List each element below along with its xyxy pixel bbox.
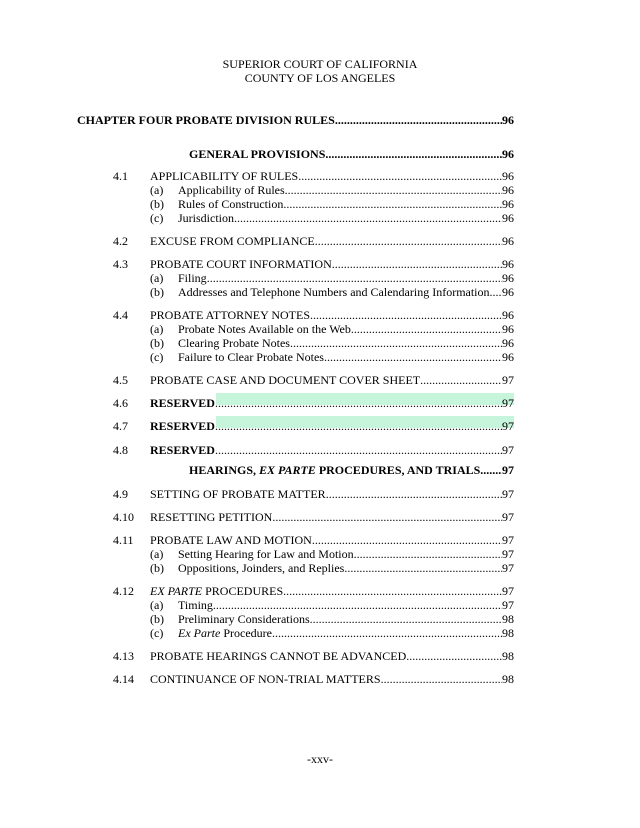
rule-title: PROBATE HEARINGS CANNOT BE ADVANCED bbox=[150, 649, 407, 663]
subrule-letter: (a) bbox=[150, 183, 164, 197]
dot-leader bbox=[272, 510, 502, 524]
dot-leader bbox=[310, 308, 502, 322]
page-number: 97 bbox=[502, 533, 514, 547]
page-number: 96 bbox=[502, 147, 514, 161]
page-number: 97 bbox=[502, 419, 514, 433]
dot-leader bbox=[207, 271, 502, 285]
rule-title: CONTINUANCE OF NON-TRIAL MATTERS bbox=[150, 672, 381, 686]
court-header bbox=[0, 57, 640, 85]
subrule-letter: (a) bbox=[150, 271, 164, 285]
subrule-letter: (c) bbox=[150, 211, 164, 225]
dot-leader bbox=[215, 443, 502, 457]
toc-subrule-entry bbox=[0, 547, 640, 561]
subrule-letter: (b) bbox=[150, 285, 164, 299]
dot-leader bbox=[354, 547, 502, 561]
toc-rule-entry bbox=[0, 373, 640, 387]
page-number: 96 bbox=[502, 322, 514, 336]
rule-number: 4.3 bbox=[113, 257, 128, 271]
toc-subrule-entry bbox=[0, 612, 640, 626]
subrule-title: Timing bbox=[178, 598, 213, 612]
toc-subrule-entry bbox=[0, 350, 640, 364]
page-number: 97 bbox=[502, 373, 514, 387]
rule-number: 4.7 bbox=[113, 419, 128, 433]
page-number: 96 bbox=[502, 257, 514, 271]
subrule-title: Preliminary Considerations bbox=[178, 612, 310, 626]
page-number: 97 bbox=[502, 547, 514, 561]
county-name: COUNTY OF LOS ANGELES bbox=[244, 71, 396, 85]
page-number: 96 bbox=[502, 113, 514, 127]
section-heading-title: HEARINGS, EX PARTE PROCEDURES, AND TRIALS bbox=[189, 463, 481, 477]
rule-title: PROBATE COURT INFORMATION bbox=[150, 257, 332, 271]
subrule-title: Setting Hearing for Law and Motion bbox=[178, 547, 354, 561]
dot-leader bbox=[315, 234, 502, 248]
toc-rule-entry bbox=[0, 396, 640, 410]
rule-number: 4.2 bbox=[113, 234, 128, 248]
dot-leader bbox=[213, 598, 502, 612]
rule-title: PROBATE LAW AND MOTION bbox=[150, 533, 312, 547]
subrule-letter: (b) bbox=[150, 561, 164, 575]
toc-subrule-entry bbox=[0, 211, 640, 225]
page-number: 96 bbox=[502, 308, 514, 322]
page-number: 96 bbox=[502, 234, 514, 248]
page-number: 97 bbox=[502, 396, 514, 410]
toc-subrule-entry bbox=[0, 626, 640, 640]
subrule-letter: (b) bbox=[150, 612, 164, 626]
page-number: 97 bbox=[502, 443, 514, 457]
page-number: 96 bbox=[502, 211, 514, 225]
toc-section-heading bbox=[0, 147, 640, 161]
page-number: 97 bbox=[502, 561, 514, 575]
toc-rule-entry bbox=[0, 487, 640, 501]
toc-subrule-entry bbox=[0, 271, 640, 285]
subrule-title: Probate Notes Available on the Web bbox=[178, 322, 351, 336]
dot-leader bbox=[344, 561, 502, 575]
subrule-title: Oppositions, Joinders, and Replies bbox=[178, 561, 345, 575]
rule-title: RESERVED bbox=[150, 396, 215, 410]
page-number: 97 bbox=[502, 510, 514, 524]
subrule-letter: (a) bbox=[150, 598, 164, 612]
dot-leader bbox=[490, 285, 502, 299]
page-number: 97 bbox=[502, 463, 514, 477]
court-name: SUPERIOR COURT OF CALIFORNIA bbox=[222, 57, 418, 71]
page-number: 96 bbox=[502, 197, 514, 211]
page-number: 98 bbox=[502, 612, 514, 626]
subrule-letter: (c) bbox=[150, 626, 164, 640]
rule-title: EX PARTE PROCEDURES bbox=[150, 584, 284, 598]
chapter-title: CHAPTER FOUR PROBATE DIVISION RULES bbox=[77, 113, 335, 127]
section-heading-title: GENERAL PROVISIONS bbox=[189, 147, 326, 161]
dot-leader bbox=[234, 211, 502, 225]
subrule-title: Ex Parte Procedure bbox=[178, 626, 272, 640]
page-number: 97 bbox=[502, 598, 514, 612]
toc-subrule-entry bbox=[0, 336, 640, 350]
toc-rule-entry bbox=[0, 533, 640, 547]
toc-subrule-entry bbox=[0, 183, 640, 197]
subrule-title: Failure to Clear Probate Notes bbox=[178, 350, 324, 364]
subrule-letter: (c) bbox=[150, 350, 164, 364]
toc-chapter-entry bbox=[0, 113, 640, 127]
dot-leader bbox=[381, 672, 502, 686]
subrule-letter: (a) bbox=[150, 322, 164, 336]
toc-rule-entry bbox=[0, 257, 640, 271]
rule-number: 4.10 bbox=[113, 510, 134, 524]
rule-number: 4.9 bbox=[113, 487, 128, 501]
page-number: 98 bbox=[502, 672, 514, 686]
rule-title: RESERVED bbox=[150, 443, 215, 457]
toc-rule-entry bbox=[0, 419, 640, 433]
rule-number: 4.13 bbox=[113, 649, 134, 663]
page-number: 97 bbox=[502, 487, 514, 501]
page-footer-number: -xxv- bbox=[307, 752, 333, 766]
dot-leader bbox=[332, 257, 502, 271]
subrule-title: Clearing Probate Notes bbox=[178, 336, 290, 350]
toc-subrule-entry bbox=[0, 322, 640, 336]
toc-subrule-entry bbox=[0, 285, 640, 299]
toc-subrule-entry bbox=[0, 561, 640, 575]
rule-title: RESERVED bbox=[150, 419, 215, 433]
rule-title: PROBATE CASE AND DOCUMENT COVER SHEET bbox=[150, 373, 421, 387]
toc-rule-entry bbox=[0, 308, 640, 322]
page-number: 98 bbox=[502, 626, 514, 640]
rule-title: RESETTING PETITION bbox=[150, 510, 273, 524]
dot-leader bbox=[215, 396, 502, 410]
rule-number: 4.1 bbox=[113, 169, 128, 183]
toc-rule-entry bbox=[0, 510, 640, 524]
rule-number: 4.5 bbox=[113, 373, 128, 387]
toc-rule-entry bbox=[0, 169, 640, 183]
dot-leader bbox=[298, 169, 502, 183]
rule-title: EXCUSE FROM COMPLIANCE bbox=[150, 234, 315, 248]
page-number: 96 bbox=[502, 336, 514, 350]
page-number: 98 bbox=[502, 649, 514, 663]
dot-leader bbox=[285, 183, 502, 197]
dot-leader bbox=[290, 336, 502, 350]
toc-subrule-entry bbox=[0, 598, 640, 612]
subrule-title: Jurisdiction bbox=[178, 211, 234, 225]
dot-leader bbox=[324, 350, 502, 364]
rule-title: PROBATE ATTORNEY NOTES bbox=[150, 308, 311, 322]
rule-title: APPLICABILITY OF RULES bbox=[150, 169, 299, 183]
page-number: 96 bbox=[502, 285, 514, 299]
dot-leader bbox=[351, 322, 502, 336]
page-number: 96 bbox=[502, 350, 514, 364]
rule-number: 4.6 bbox=[113, 396, 128, 410]
subrule-letter: (a) bbox=[150, 547, 164, 561]
subrule-letter: (b) bbox=[150, 336, 164, 350]
rule-number: 4.11 bbox=[113, 533, 134, 547]
dot-leader bbox=[312, 533, 502, 547]
dot-leader bbox=[325, 147, 502, 161]
page-number: 96 bbox=[502, 183, 514, 197]
toc-rule-entry bbox=[0, 649, 640, 663]
dot-leader bbox=[310, 612, 502, 626]
dot-leader bbox=[215, 419, 502, 433]
dot-leader bbox=[406, 649, 502, 663]
toc-subrule-entry bbox=[0, 197, 640, 211]
subrule-title: Applicability of Rules bbox=[178, 183, 285, 197]
dot-leader bbox=[283, 197, 502, 211]
subrule-title: Filing bbox=[178, 271, 207, 285]
page-number: 97 bbox=[502, 584, 514, 598]
toc-rule-entry bbox=[0, 234, 640, 248]
toc-rule-entry bbox=[0, 584, 640, 598]
subrule-letter: (b) bbox=[150, 197, 164, 211]
subrule-title: Addresses and Telephone Numbers and Calendaring Information bbox=[178, 285, 490, 299]
rule-number: 4.12 bbox=[113, 584, 134, 598]
toc-rule-entry bbox=[0, 443, 640, 457]
rule-title: SETTING OF PROBATE MATTER bbox=[150, 487, 326, 501]
dot-leader bbox=[283, 584, 502, 598]
page-number: 96 bbox=[502, 271, 514, 285]
rule-number: 4.4 bbox=[113, 308, 128, 322]
dot-leader bbox=[420, 373, 502, 387]
dot-leader bbox=[480, 463, 502, 477]
rule-number: 4.14 bbox=[113, 672, 134, 686]
dot-leader bbox=[335, 113, 502, 127]
subrule-title: Rules of Construction bbox=[178, 197, 284, 211]
toc-rule-entry bbox=[0, 672, 640, 686]
toc-section-heading bbox=[0, 463, 640, 477]
page-number: 96 bbox=[502, 169, 514, 183]
dot-leader bbox=[272, 626, 502, 640]
rule-number: 4.8 bbox=[113, 443, 128, 457]
dot-leader bbox=[326, 487, 502, 501]
